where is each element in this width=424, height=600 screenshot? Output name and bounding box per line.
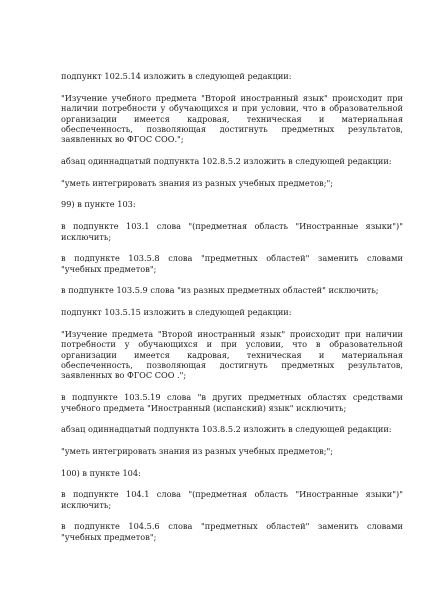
paragraph-3: абзац одиннадцатый подпункта 102.8.5.2 изложить в следующей редакции: <box>61 156 392 167</box>
paragraph-7: в подпункте 103.5.8 слова "предметных областей" заменить словами "учебных предметов"; <box>61 253 403 274</box>
paragraph-2: "Изучение учебного предмета "Второй иностранный язык" происходит при наличии потребности у обучающихся и при условии, что в образовательной организации имеется кадровая, техническая и материальная обеспеченность, позволяющая достигнуть предметных результатов, заявленных во ФГОС СОО."; <box>61 92 403 145</box>
paragraph-12: абзац одиннадцатый подпункта 103.8.5.2 изложить в следующей редакции: <box>61 424 392 435</box>
paragraph-5: 99) в пункте 103: <box>61 199 136 210</box>
paragraph-11: в подпункте 103.5.19 слова "в других предметных областях средствами учебного предмета "Иностранный (испанский) язык" исключить; <box>61 392 403 413</box>
paragraph-13: "уметь интегрировать знания из разных учебных предметов;"; <box>61 445 334 456</box>
paragraph-8: в подпункте 103.5.9 слова "из разных предметных областей" исключить; <box>61 285 379 296</box>
paragraph-9: подпункт 103.5.15 изложить в следующей редакции: <box>61 307 292 318</box>
paragraph-6: в подпункте 103.1 слова "(предметная область "Иностранные языки")" исключить; <box>61 221 403 242</box>
paragraph-10: "Изучение предмета "Второй иностранный язык" происходит при наличии потребности у обучающихся и при условии, что в образовательной организации имеется кадровая, техническая и материальная обеспеченность, позволяющая достигнуть предметных результатов, заявленных во ФГОС СОО ."; <box>61 328 403 381</box>
paragraph-14: 100) в пункте 104: <box>61 467 141 478</box>
paragraph-1: подпункт 102.5.14 изложить в следующей редакции: <box>61 71 292 81</box>
paragraph-16: в подпункте 104.5.6 слова "предметных областей" заменить словами "учебных предметов"; <box>61 521 403 542</box>
paragraph-4: "уметь интегрировать знания из разных учебных предметов;"; <box>61 177 334 188</box>
paragraph-15: в подпункте 104.1 слова "(предметная область "Иностранные языки")" исключить; <box>61 489 403 510</box>
document-page <box>61 71 403 554</box>
